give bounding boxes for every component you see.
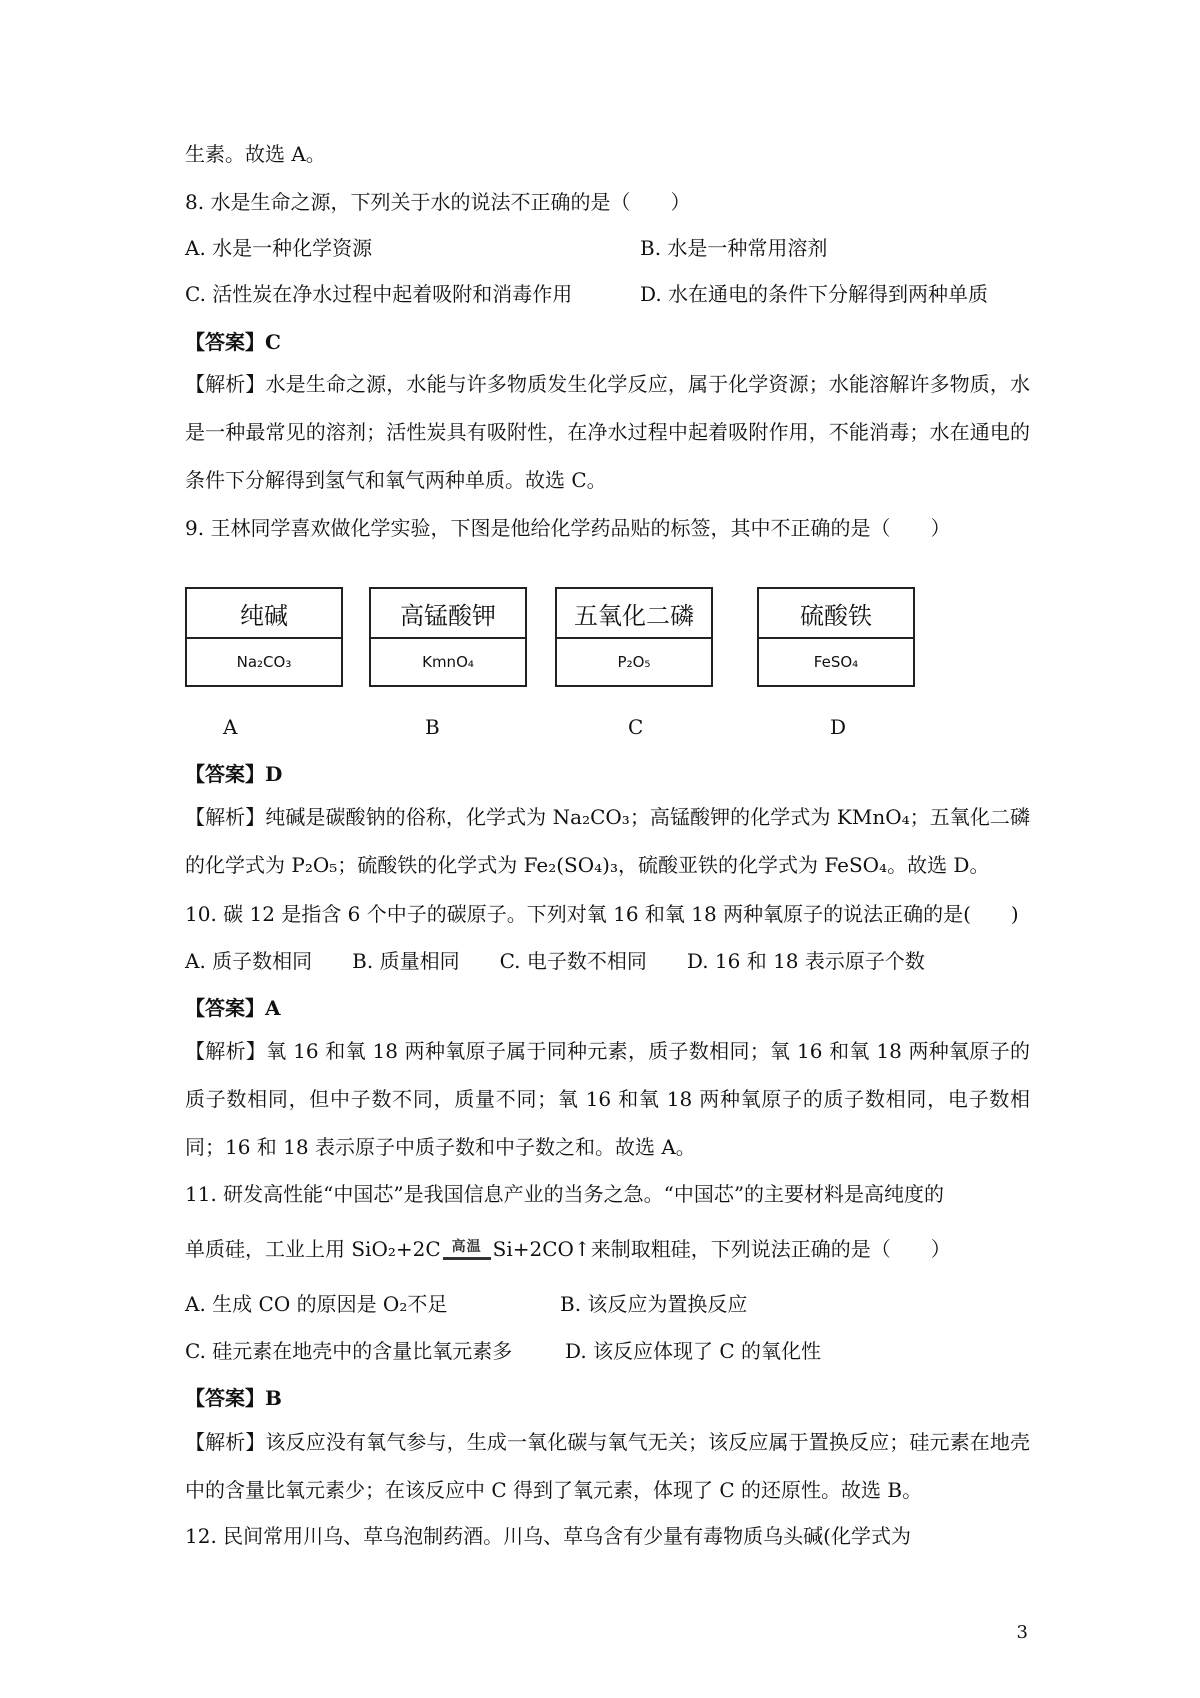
text-line: 生素。故选 A。: [185, 142, 326, 166]
label-card-b: [369, 587, 527, 687]
question-11: 11. 研发高性能“中国芯”是我国信息产业的当务之急。“中国芯”的主要材料是高纯度的: [185, 1182, 945, 1206]
q8-answer: 【答案】C: [185, 330, 281, 354]
q8-option-b: B. 水是一种常用溶剂: [640, 236, 828, 260]
label-letter-b: B: [425, 715, 440, 739]
label-formula: FeSO₄: [813, 653, 859, 671]
q9-answer: 【答案】D: [185, 762, 283, 786]
label-card-d: [757, 587, 915, 687]
q10-explanation: 【解析】氧 16 和氧 18 两种氧原子属于同种元素，质子数相同；氧 16 和氧 18 两种氧原子的质子数相同，但中子数不同，质量不同；氧 16 和氧 18 两种氧原子的质子数相同，电子数相同；16 和 18 表示原子中质子数和中子数之和。故选 A。: [185, 1039, 1030, 1159]
q10-options: A. 质子数相同 B. 质量相同 C. 电子数不相同 D. 16 和 18 表示原子个数: [185, 949, 925, 973]
q11-explanation: 【解析】该反应没有氧气参与，生成一氧化碳与氧气无关；该反应属于置换反应；硅元素在地壳中的含量比氧元素少；在该反应中 C 得到了氧元素，体现了 C 的还原性。故选 B。: [185, 1430, 1030, 1502]
q11-option-a: A. 生成 CO 的原因是 O₂不足: [185, 1292, 448, 1316]
q11-answer: 【答案】B: [185, 1386, 282, 1410]
label-letter-c: C: [628, 715, 644, 739]
label-letter-a: A: [223, 715, 238, 739]
label-formula: Na₂CO₃: [236, 653, 292, 671]
label-card-a: [185, 587, 343, 687]
question-12: 12. 民间常用川乌、草乌泡制药酒。川乌、草乌含有少量有毒物质乌头碱(化学式为: [185, 1524, 911, 1548]
question-9: 9. 王林同学喜欢做化学实验，下图是他给化学药品贴的标签，其中不正确的是（ ）: [185, 516, 951, 540]
q11-option-b: B. 该反应为置换反应: [560, 1292, 748, 1316]
label-name: 五氧化二磷: [557, 589, 711, 639]
label-letter-d: D: [830, 715, 847, 739]
condition-text: 高温: [451, 1238, 482, 1255]
question-11-equation: [185, 1235, 951, 1264]
label-name: 纯碱: [187, 589, 341, 639]
page-number: 3: [1016, 1622, 1028, 1643]
q8-explanation: 【解析】水是生命之源，水能与许多物质发生化学反应，属于化学资源；水能溶解许多物质，水是一种最常见的溶剂；活性炭具有吸附性，在净水过程中起着吸附作用，不能消毒；水在通电的条件下分解得到氢气和氧气两种单质。故选 C。: [185, 372, 1030, 492]
label-formula: KmnO₄: [422, 653, 474, 671]
equation-left: 单质硅，工业上用 SiO₂+2C: [185, 1237, 441, 1261]
q9-explanation: 【解析】纯碱是碳酸钠的俗称，化学式为 Na₂CO₃；高锰酸钾的化学式为 KMnO₄；五氧化二磷的化学式为 P₂O₅；硫酸铁的化学式为 Fe₂(SO₄)₃，硫酸亚铁的化学式为 FeSO₄。故选 D。: [185, 805, 1030, 877]
q8-option-c: C. 活性炭在净水过程中起着吸附和消毒作用: [185, 282, 573, 306]
equation-right: Si+2CO↑来制取粗硅，下列说法正确的是（ ）: [492, 1237, 951, 1261]
label-formula: P₂O₅: [617, 653, 651, 671]
question-10: 10. 碳 12 是指含 6 个中子的碳原子。下列对氧 16 和氧 18 两种氧原子的说法正确的是( ): [185, 902, 1019, 926]
q8-option-a: A. 水是一种化学资源: [185, 236, 373, 260]
question-8: 8. 水是生命之源，下列关于水的说法不正确的是（ ）: [185, 190, 691, 214]
q11-option-c: C. 硅元素在地壳中的含量比氧元素多: [185, 1339, 513, 1363]
q8-option-d: D. 水在通电的条件下分解得到两种单质: [640, 282, 989, 306]
reaction-condition: [443, 1238, 491, 1264]
label-card-c: [555, 587, 713, 687]
reaction-arrow: [443, 1257, 491, 1260]
q10-answer: 【答案】A: [185, 996, 281, 1020]
label-name: 硫酸铁: [759, 589, 913, 639]
q11-option-d: D. 该反应体现了 C 的氧化性: [565, 1339, 822, 1363]
label-name: 高锰酸钾: [371, 589, 525, 639]
